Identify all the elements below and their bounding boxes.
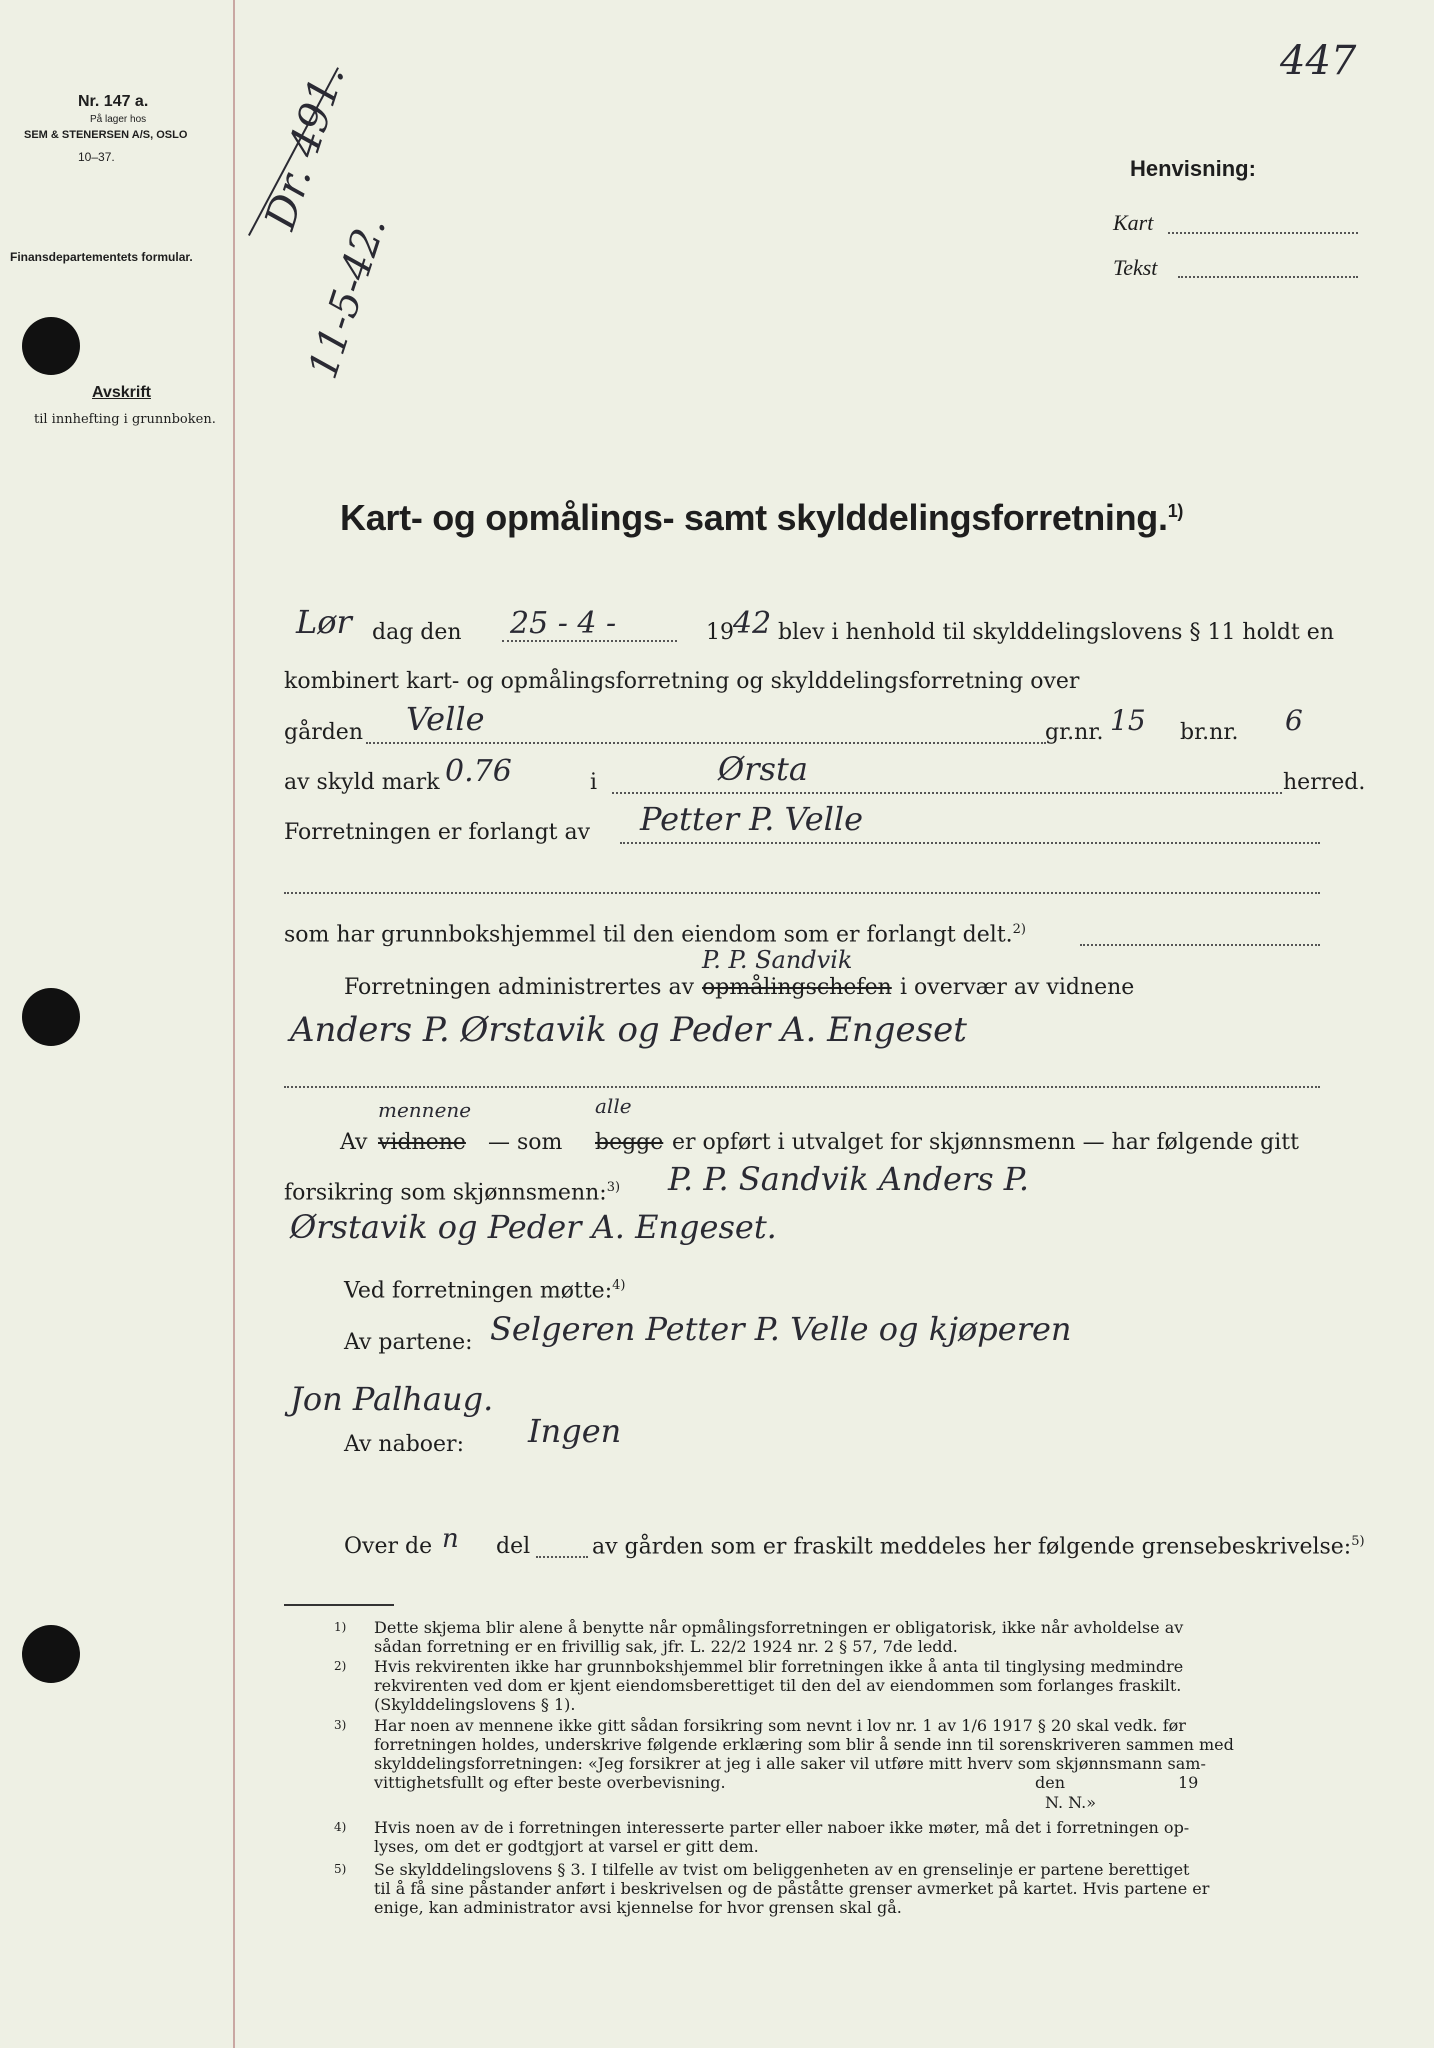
footnote-2-line: (Skylddelingslovens § 1). [374, 1695, 576, 1714]
reference-title: Henvisning: [1130, 156, 1256, 181]
del-line [536, 1556, 588, 1558]
hjemmel-line [1080, 944, 1320, 946]
i-label: i [590, 770, 598, 795]
skyld-label: av skyld mark [284, 770, 440, 795]
farm-line [366, 742, 1046, 744]
footnote-5-line: Se skylddelingslovens § 3. I tilfelle av tvist om beliggenheten av en grenselinje er partene berettiget [374, 1860, 1190, 1879]
footnote-2-line: Hvis rekvirenten ikke har grunnbokshjemmel blir forretningen ikke å anta til tinglysing medmindre [374, 1657, 1184, 1676]
requested-handwritten: Petter P. Velle [640, 800, 864, 838]
year-prefix: 19 [706, 620, 734, 645]
footnote-5-line: enige, kan administrator avsi kjennelse for hvor grensen skal gå. [374, 1898, 902, 1917]
utvalg-text: er opført i utvalget for skjønnsmenn — har følgende gitt [672, 1130, 1299, 1155]
reference-kart-line [1168, 232, 1358, 234]
herred-handwritten: Ørsta [718, 750, 808, 788]
brnr-label: br.nr. [1180, 720, 1239, 745]
naboer-label: Av naboer: [344, 1432, 464, 1457]
herred-label: herred. [1283, 770, 1366, 795]
publisher-line2: SEM & STENERSEN A/S, OSLO [24, 129, 188, 141]
footnote-3-mark: 3) [334, 1718, 347, 1732]
day-handwritten: Lør [296, 603, 352, 641]
footnote-3-line: forretningen holdes, underskrive følgende erklæring som blir å sende inn til sorenskriveren sammen med [374, 1735, 1234, 1754]
admin-suffix: i overvær av vidnene [900, 975, 1135, 1000]
requested-line-2 [284, 892, 1320, 894]
hjemmel-text: som har grunnbokshjemmel til den eiendom som er forlangt delt.$^{2)}$ [284, 922, 1026, 948]
day-suffix: dag den [372, 620, 462, 645]
witnesses-handwritten: Anders P. Ørstavik og Peder A. Engeset [290, 1010, 967, 1050]
copy-sublabel: til innhefting i grunnboken. [34, 412, 216, 427]
requested-label: Forretningen er forlangt av [284, 820, 591, 845]
partene-handwritten-1: Selgeren Petter P. Velle og kjøperen [490, 1310, 1072, 1348]
alle-handwritten: alle [595, 1094, 632, 1118]
forsikring-footnote-ref: 3) [606, 1180, 621, 1195]
begge-struck: begge [595, 1130, 664, 1155]
date-handwritten: 25 - 4 - [510, 606, 617, 641]
form-number: Nr. 147 a. [78, 93, 149, 110]
footnote-3-line: vittighetsfullt og efter beste overbevisning. [374, 1773, 726, 1792]
registration-number: Dr. 491. [255, 58, 354, 236]
punch-hole-bottom [22, 1625, 80, 1683]
reference-tekst-label: Tekst [1113, 255, 1158, 280]
footnote-4-line: Hvis noen av de i forretningen interesserte parter eller naboer ikke møter, må det i forretningen op- [374, 1818, 1190, 1837]
page-title: Kart- og opmålings- samt skylddelingsforretning.$^{1)}$ [340, 497, 1184, 538]
over-label: Over de [344, 1534, 433, 1559]
footnote-2-mark: 2) [334, 1659, 347, 1673]
declaration-year: 19 [1178, 1773, 1199, 1792]
farm-handwritten: Velle [406, 700, 485, 738]
forsikring-handwritten-2: Ørstavik og Peder A. Engeset. [290, 1208, 777, 1246]
del-label: del [496, 1534, 531, 1559]
copy-label: Avskrift [92, 384, 151, 401]
registration-date: 11-5-42. [300, 211, 396, 385]
footnote-5-mark: 5) [334, 1862, 347, 1876]
footnote-2-line: rekvirenten ved dom er kjent eiendomsberettiget til den del av eiendommen som forlanges fraskilt. [374, 1676, 1182, 1695]
ministry-label: Finansdepartementets formular. [10, 250, 193, 264]
forsikring-handwritten-1: P. P. Sandvik Anders P. [668, 1160, 1029, 1198]
line2-text: kombinert kart- og opmålingsforretning og skylddelingsforretning over [284, 669, 1080, 694]
grnr-label: gr.nr. [1045, 720, 1104, 745]
title-footnote-ref: 1) [1167, 501, 1184, 521]
footnote-1-line: Dette skjema blir alene å benytte når opmålingsforretningen er obligatorisk, ikke når avholdelse av [374, 1618, 1184, 1637]
som-label: — som [488, 1130, 563, 1155]
declaration-den: den [1035, 1773, 1066, 1792]
declaration-signature: N. N.» [1045, 1793, 1096, 1812]
footnote-5-line: til å få sine påstander anført i beskrivelsen og de påståtte grenser avmerket på kartet. Hvis partene er [374, 1879, 1210, 1898]
footnote-3-line: skylddelingsforretningen: «Jeg forsikrer at jeg i alle saker vil utføre mitt hverv som skjønnsmann sam- [374, 1754, 1206, 1773]
publisher-line1: På lager hos [90, 114, 147, 125]
over-rest: av gården som er fraskilt meddeles her følgende grensebeskrivelse:$^{5)}$ [592, 1534, 1365, 1560]
mote-footnote-ref: 4) [612, 1278, 626, 1293]
punch-hole-top [22, 317, 80, 375]
partene-label: Av partene: [344, 1330, 473, 1355]
grnr-handwritten: 15 [1110, 704, 1146, 737]
requested-line [620, 842, 1320, 844]
admin-handwritten: P. P. Sandvik [702, 946, 853, 974]
footnote-1-mark: 1) [334, 1620, 347, 1634]
form-edition: 10–37. [78, 150, 115, 164]
year-handwritten: 42 [733, 606, 772, 641]
footnote-separator [284, 1604, 394, 1606]
hjemmel-footnote-ref: 2) [1012, 922, 1026, 937]
farm-label: gården [284, 720, 363, 745]
footnote-4-mark: 4) [334, 1820, 347, 1834]
line1-rest: blev i henhold til skylddelingslovens § 11 holdt en [778, 620, 1334, 645]
brnr-handwritten: 6 [1285, 704, 1303, 737]
reference-kart-label: Kart [1113, 210, 1154, 235]
skyld-handwritten: 0.76 [445, 754, 512, 789]
punch-hole-middle [22, 988, 80, 1046]
footnote-1-line: sådan forretning er en frivillig sak, jfr. L. 22/2 1924 nr. 2 § 57, 7de ledd. [374, 1637, 958, 1656]
margin-rule [233, 0, 235, 2048]
partene-handwritten-2: Jon Palhaug. [290, 1380, 494, 1418]
reference-tekst-line [1178, 276, 1358, 278]
over-footnote-ref: 5) [1351, 1534, 1365, 1549]
av-label: Av [340, 1130, 368, 1155]
forsikring-label: forsikring som skjønnsmenn:$^{3)}$ [284, 1180, 621, 1206]
witnesses-line-2 [284, 1086, 1320, 1088]
footnote-3-line: Har noen av mennene ikke gitt sådan forsikring som nevnt i lov nr. 1 av 1/6 1917 § 20 skal vedk. før [374, 1716, 1186, 1735]
page-number: 447 [1280, 38, 1357, 84]
admin-struck: opmålingschefen [702, 975, 892, 1000]
mote-label: Ved forretningen møtte:$^{4)}$ [344, 1278, 626, 1304]
naboer-handwritten: Ingen [528, 1412, 622, 1450]
vidnene-struck: vidnene [378, 1130, 466, 1155]
mennene-handwritten: mennene [378, 1098, 472, 1122]
herred-line [612, 792, 1282, 794]
footnote-4-line: lyses, om det er godtgjort at varsel er gitt dem. [374, 1837, 759, 1856]
over-handwritten: n [442, 1524, 459, 1554]
admin-prefix: Forretningen administrertes av [344, 975, 695, 1000]
